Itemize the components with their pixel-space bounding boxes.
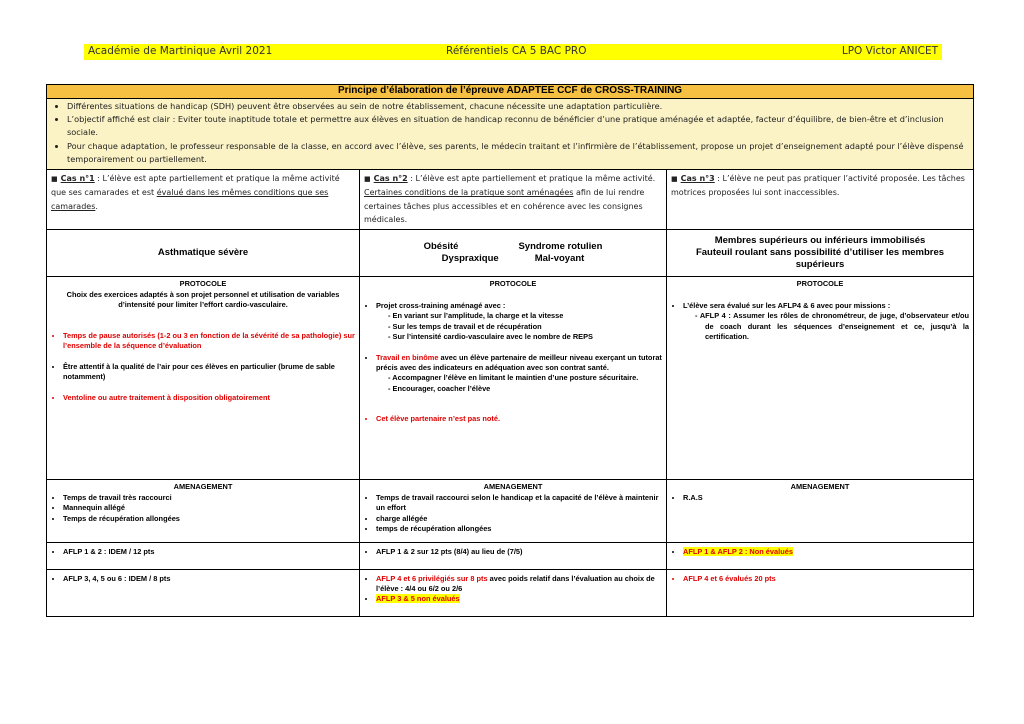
square-bullet-icon: ■ <box>364 174 371 183</box>
profile-immobilises: Membres supérieurs ou inférieurs immobilisés <box>714 235 926 246</box>
header-referentiel: Référentiels CA 5 BAC PRO <box>446 45 587 57</box>
header-academy: Académie de Martinique Avril 2021 <box>88 45 273 57</box>
profile-case-2 <box>360 230 667 277</box>
amenagement-title: AMENAGEMENT <box>483 482 543 491</box>
amenagement-item: • temps de récupération allongées <box>376 524 662 534</box>
profile-mal-voyant: Mal-voyant <box>534 253 585 264</box>
aflp3456-2-rest: avec poids relatif dans l’évaluation au choix de l’élève : 4/4 ou 6/2 ou 2/6 <box>376 574 655 594</box>
intro-item: • L’objectif affiché est clair : Eviter toute inaptitude totale et permettre aux élèves en situation de handicap reconnu de bénéficier d’une pratique aménagée et adaptée, facteur d’équilibre, de bien-être et d’inclusion sociale. <box>67 113 969 140</box>
protocole-2-dash: - Sur l’intensité cardio-vasculaire avec le nombre de REPS <box>398 332 662 342</box>
case-3-label: Cas n°3 <box>680 173 715 183</box>
square-bullet-icon: ■ <box>671 174 678 183</box>
protocole-1-intro: Choix des exercices adaptés à son projet personnel et utilisation de variables d’intensité pour limiter l’effort cardio-vasculaire. <box>66 290 340 310</box>
profile-dyspraxique: Dyspraxique <box>441 253 499 264</box>
protocole-3-aflp4: - AFLP 4 : Assumer les rôles de chronométreur, de juge, d’observateur et/ou de coach durant les séquences d’enseignement et ce, jusqu’à la certification. <box>705 311 969 342</box>
aflp3456-case-2 <box>360 570 667 617</box>
protocole-2-dash: - Accompagner l’élève en limitant le maintien d’une posture sécuritaire. <box>398 373 662 383</box>
aflp12-3-text <box>683 547 969 557</box>
protocole-1-pauses: • Temps de pause autorisés (1-2 ou 3 en fonction de la sévérité de sa pathologie) sur l’ensemble de la séquence d’évaluation <box>63 331 355 351</box>
case-2-underlined: Certaines conditions de la pratique sont aménagées <box>364 188 574 198</box>
amenagement-item: • Mannequin allégé <box>63 503 355 513</box>
case-3-description <box>667 169 974 229</box>
amenagement-title: AMENAGEMENT <box>790 482 850 491</box>
protocole-case-1 <box>47 277 360 480</box>
protocole-2-projet: • Projet cross-training aménagé avec : <box>376 301 662 311</box>
profile-syndrome-rotulien: Syndrome rotulien <box>518 241 603 252</box>
aflp12-2-text: • AFLP 1 & 2 sur 12 pts (8/4) au lieu de (7/5) <box>376 547 662 557</box>
page-header-band <box>84 44 942 60</box>
profile-case-3 <box>667 230 974 277</box>
aflp12-case-3 <box>667 543 974 570</box>
amenagement-item: • R.A.S <box>683 493 969 503</box>
amenagement-case-1 <box>47 480 360 543</box>
protocole-title: PROTOCOLE <box>489 279 537 288</box>
profile-case-1: Asthmatique sévère <box>47 230 360 277</box>
protocole-2-partenaire: • Cet élève partenaire n’est pas noté. <box>376 414 662 424</box>
protocole-title: PROTOCOLE <box>796 279 844 288</box>
table-title: Principe d’élaboration de l’épreuve ADAPTEE CCF de CROSS-TRAINING <box>47 85 974 99</box>
aflp3456-2-red: AFLP 4 et 6 privilégiés sur 8 pts <box>376 574 488 583</box>
amenagement-title: AMENAGEMENT <box>173 482 233 491</box>
aflp12-3-highlight: AFLP 1 & AFLP 2 : Non évalués <box>683 547 793 556</box>
adaptation-table <box>46 84 974 617</box>
protocole-2-binome-text: avec un élève partenaire de meilleur niveau exerçant un tutorat précis avec des indicateurs en adéquation avec son contrat santé. <box>376 353 662 373</box>
protocole-2-dash: - Sur les temps de travail et de récupération <box>398 322 662 332</box>
amenagement-case-2 <box>360 480 667 543</box>
protocole-2-dash: - En variant sur l’amplitude, la charge et la vitesse <box>398 311 662 321</box>
case-1-underlined: évalué dans les mêmes conditions que ses camarades <box>51 188 329 211</box>
amenagement-item: • Temps de récupération allongées <box>63 514 355 524</box>
protocole-2-binome <box>376 353 662 373</box>
protocole-1-ventoline: • Ventoline ou autre traitement à disposition obligatoirement <box>63 393 355 403</box>
case-1-text: : L’élève est apte partiellement et pratique la même activité que ses camarades et est <box>51 173 340 198</box>
amenagement-item: • Temps de travail raccourci selon le handicap et la capacité de l’élève à maintenir un effort <box>376 493 662 513</box>
aflp3456-1-text: • AFLP 3, 4, 5 ou 6 : IDEM / 8 pts <box>63 574 355 584</box>
aflp3456-2-nonevalues <box>376 594 662 604</box>
case-1-description <box>47 169 360 229</box>
aflp3456-3-text: • AFLP 4 et 6 évalués 20 pts <box>683 574 969 584</box>
amenagement-case-3 <box>667 480 974 543</box>
case-2-label: Cas n°2 <box>373 173 408 183</box>
protocole-case-2 <box>360 277 667 480</box>
amenagement-item: • Temps de travail très raccourci <box>63 493 355 503</box>
protocole-case-3 <box>667 277 974 480</box>
case-2-text: : L’élève est apte partiellement et pratique la même activité. <box>407 173 656 183</box>
protocole-2-binome-red: Travail en binôme <box>376 353 439 363</box>
profile-fauteuil: Fauteuil roulant sans possibilité d’utiliser les membres supérieurs <box>695 247 945 270</box>
aflp12-case-1 <box>47 543 360 570</box>
case-2-end: afin de lui rendre certaines tâches plus accessibles et en cohérence avec les consignes médicales. <box>364 188 645 225</box>
case-1-label: Cas n°1 <box>60 173 95 183</box>
aflp12-1-text: • AFLP 1 & 2 : IDEM / 12 pts <box>63 547 355 557</box>
header-school: LPO Victor ANICET <box>841 45 938 57</box>
intro-item: • Pour chaque adaptation, le professeur responsable de la classe, en accord avec l’élève, ses parents, le médecin traitant et l’infirmière de l’établissement, propose un projet d’enseignement adapté pour l’élève dispensé temporairement ou partiellement. <box>67 140 969 167</box>
aflp3456-2-text <box>376 574 662 594</box>
amenagement-item: • charge allégée <box>376 514 662 524</box>
aflp3456-2-highlight: AFLP 3 & 5 non évalués <box>376 594 460 604</box>
square-bullet-icon: ■ <box>51 174 58 183</box>
aflp3456-case-3 <box>667 570 974 617</box>
protocole-3-evaluation: • L’élève sera évalué sur les AFLP4 & 6 avec pour missions : <box>683 301 969 311</box>
protocole-2-dash: - Encourager, coacher l’élève <box>398 384 662 394</box>
aflp12-case-2 <box>360 543 667 570</box>
case-1-end: . <box>95 201 98 211</box>
protocole-1-air: • Être attentif à la qualité de l’air pour ces élèves en particulier (brume de sable notamment) <box>63 362 355 382</box>
case-2-description <box>360 169 667 229</box>
intro-item: • Différentes situations de handicap (SDH) peuvent être observées au sein de notre établissement, chacune nécessite une adaptation particulière. <box>67 100 969 113</box>
intro-block <box>47 98 974 169</box>
protocole-title: PROTOCOLE <box>179 279 227 288</box>
case-3-text: : L’élève ne peut pas pratiquer l’activité proposée. Les tâches motrices proposées lui sont inaccessibles. <box>671 173 965 198</box>
profile-obesite: Obésité <box>423 241 459 252</box>
aflp3456-case-1 <box>47 570 360 617</box>
